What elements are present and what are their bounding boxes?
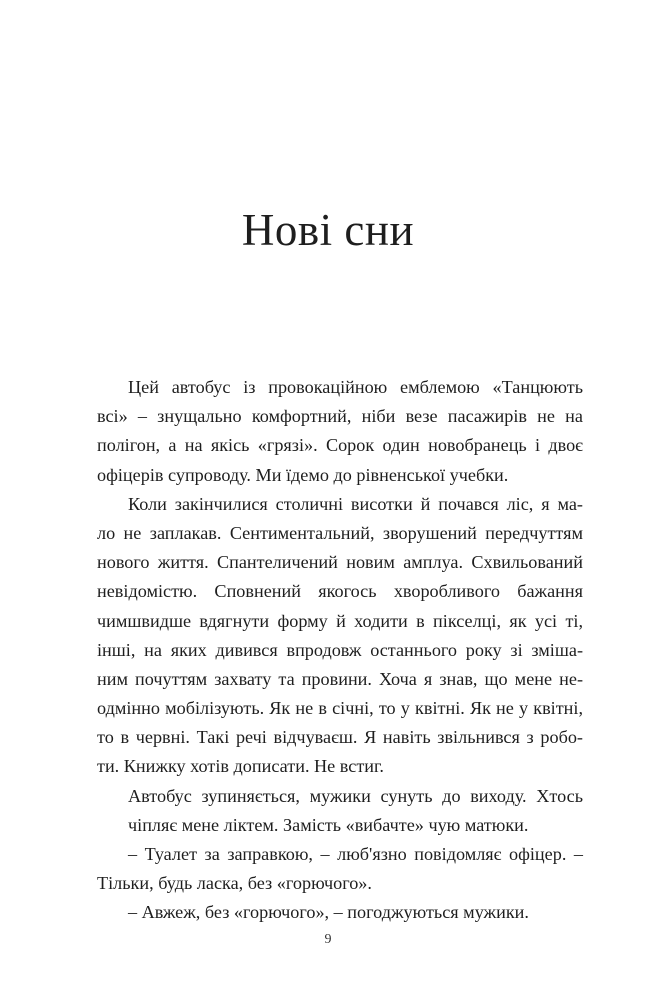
chapter-body — [97, 373, 583, 928]
text-line: полігон, а на якісь «грязі». Сорок один новобранець і двоє — [97, 435, 583, 456]
text-line: чимшвидше вдягнути форму й ходити в пікселці, як усі ті, — [97, 610, 583, 631]
text-line: одмінно мобілізують. Як не в січні, то у квітні. Як не у квітні, — [97, 698, 583, 719]
text-line: офіцерів супроводу. Ми їдемо до рівненської учебки. — [97, 464, 509, 485]
text-line: – Авжеж, без «горючого», – погоджуються мужики. — [128, 902, 529, 923]
text-line: ло не заплакав. Сентиментальний, зворушений передчуттям — [97, 522, 583, 543]
text-line: невідомістю. Сповнений якогось хворобливого бажання — [97, 581, 583, 602]
text-line: Автобус зупиняється, мужики сунуть до виходу. Хтось — [128, 785, 583, 806]
text-line: нового життя. Спантеличений новим амплуа. Схвильований — [97, 552, 583, 573]
text-line: – Туалет за заправкою, – люб'язно повідомляє офіцер. – — [128, 844, 583, 864]
text-line: Тільки, будь ласка, без «горючого». — [97, 873, 372, 894]
text-line: Коли закінчилися столичні висотки й почався ліс, я ма- — [128, 493, 583, 514]
text-line: ти. Книжку хотів дописати. Не встиг. — [97, 756, 384, 777]
text-line: інші, на яких дивився впродовж останнього року зі зміша- — [97, 639, 583, 660]
page-number: 9 — [324, 932, 332, 947]
text-line: Цей автобус із провокаційною емблемою «Танцюють — [128, 377, 583, 397]
text-line: ним почуттям захвату та провини. Хоча я знав, що мене не- — [97, 668, 583, 689]
text-line: всі» – знущально комфортний, ніби везе пасажирів не на — [97, 406, 583, 427]
text-line: чіпляє мене ліктем. Замість «вибачте» чую матюки. — [128, 814, 529, 835]
chapter-title: Нові сни — [241, 205, 415, 255]
text-line: то в червні. Такі речі відчуваєш. Я навіть звільнився з робо- — [97, 727, 583, 748]
